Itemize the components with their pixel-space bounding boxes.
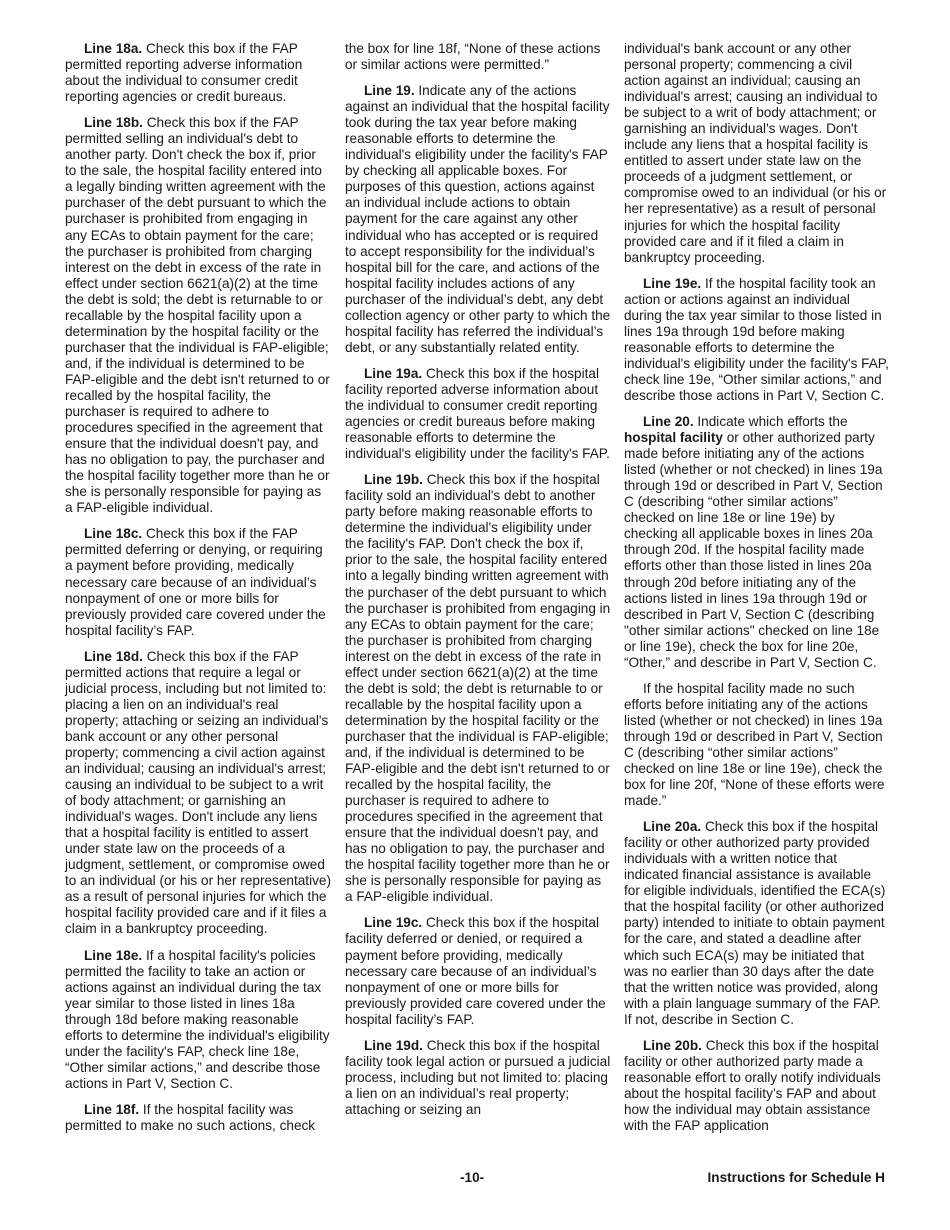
paragraph-text: Check this box if the hospital facility deferred or denied, or required a payment before providing, medically necessary care because of an individual’s nonpayment of one or more bills for previously provided care covered under the hospital facility’s FAP. [345,915,606,1027]
paragraph-text: If the hospital facility was permitted to make no such actions, check [65,1101,316,1133]
paragraph-text: If the hospital facility took an action or actions against an individual during the tax year similar to those listed in lines 19a through 19d before making reasonable efforts to determine the individual's eligibility under the facility's FAP, check line 19e, “Other similar actions,” and describe those actions in Part V, Section C. [624,275,889,403]
document-title: Instructions for Schedule H [707,1170,885,1185]
paragraph-line-19b [345,472,611,905]
paragraph-text: Check this box if the hospital facility sold an individual's debt to another party before making reasonable efforts to determine the individual's eligibility under the facility's FAP. Don't check the box if, prior to the sale, the hospital facility entered into a legally binding written agreement with the purchaser of the debt pursuant to which the purchaser is prohibited from engaging in any ECAs to obtain payment for the care; the purchaser is prohibited from charging interest on the debt in excess of the rate in effect under section 6621(a)(2) at the time the debt is sold; the debt is returnable to or recallable by the hospital facility upon a determination by the hospital facility or the purchaser that the individual is FAP-eligible; and, if the individual is determined to be FAP-eligible and the debt isn't returned to or recalled by the hospital facility, the purchaser is required to adhere to procedures specified in the agreement that ensure that the individual doesn't pay, and has no obligation to pay, the purchaser and the hospital facility together more than he or she is personally responsible for paying as a FAP-eligible individual. [345,472,611,905]
paragraph-text: Check this box if the FAP permitted actions that require a legal or judicial process, including but not limited to: placing a lien on an individual's real property; attaching or seizing an individual's bank account or any other personal property; commencing a civil action against an individual; causing an individual's arrest; causing an individual to be subject to a writ of body attachment; or garnishing an individual's wages. Don't include any liens that a hospital facility is entitled to assert under state law on the proceeds of a judgment, settlement, or compromise owed to an individual (or his or her representative) as a result of personal injuries for which the hospital facility provided care and if it files a claim in a bankruptcy proceeding. [65,648,331,937]
line-label: Line 19a. [364,365,423,381]
paragraph-no-efforts [624,681,890,809]
page-number: -10- [460,1170,485,1185]
paragraph-line-19e [624,276,890,404]
bold-term: hospital facility [624,430,723,446]
paragraph-text: Check this box if the hospital facility reported adverse information about the individual to consumer credit reporting agencies or credit bureaus before making reasonable efforts to determine the individual's eligibility under the facility's FAP. [345,365,610,462]
line-label: Line 19b. [364,472,423,488]
paragraph-line-19a [345,366,611,462]
line-label: Line 20a. [643,819,702,835]
paragraph-text: Check this box if the hospital facility took legal action or pursued a judicial process, including but not limited to: placing a lien on an individual’s real property; attaching or seizing an [345,1037,611,1117]
paragraph-line-19d-continued [624,41,890,266]
paragraph-line-20a [624,819,890,1028]
paragraph-text: If the hospital facility made no such efforts before initiating any of the actions listed (whether or not checked) in lines 19a through 19d or described in Part V, Section C (describing “other similar actions” checked on line 18e or line 19e), check the box for line 20f, “None of these efforts were made.” [624,680,885,809]
paragraph-line-18f-continued [345,41,611,73]
paragraph-text: If a hospital facility's policies permitted the facility to take an action or actions against an individual during the tax year similar to those listed in lines 18a through 18d before making reasonable efforts to determine the individual's eligibility under the facility's FAP, check line 18e, “Other similar actions,” and describe those actions in Part V, Section C. [65,947,330,1091]
text-column-2 [345,41,611,1128]
paragraph-text: Check this box if the FAP permitted reporting adverse information about the individual to consumer credit reporting agencies or credit bureaus. [65,41,303,105]
paragraph-text: Indicate which efforts the [693,414,848,430]
line-label: Line 18e. [84,947,143,963]
line-label: Line 18d. [84,648,143,664]
line-label: Line 19e. [643,275,702,291]
line-label: Line 19. [364,83,415,99]
paragraph-line-18a [65,41,331,105]
text-column-3 [624,41,890,1144]
paragraph-line-19c [345,915,611,1027]
paragraph-text: Check this box if the hospital facility or other authorized party made a reasonable effort to orally notify individuals about the hospital facility’s FAP and about how the individual may obtain assistance with the FAP application [624,1037,881,1133]
paragraph-text: Indicate any of the actions against an individual that the hospital facility took during the tax year before making reasonable efforts to determine the individual's eligibility under the facility's FAP by checking all applicable boxes. For purposes of this question, actions against an individual include actions to obtain payment for the care against any other individual who has accepted or is required to accept responsibility for the individual’s hospital bill for the care, and actions of the hospital facility includes actions of any purchaser of the individual’s debt, any debt collection agency or other party to which the hospital facility has referred the individual’s debt, or any substantially related entity. [345,83,611,355]
line-label: Line 19d. [364,1037,423,1053]
paragraph-line-20 [624,414,890,671]
paragraph-line-18e [65,948,331,1092]
paragraph-text: Check this box if the FAP permitted deferring or denying, or requiring a payment before providing, medically necessary care because of an individual’s nonpayment of one or more bills for previously provided care covered under the hospital facility’s FAP. [65,526,326,638]
text-column-1 [65,41,331,1144]
paragraph-text: the box for line 18f, “None of these actions or similar actions were permitted.” [345,41,601,73]
line-label: Line 20b. [643,1037,702,1053]
line-label: Line 18a. [84,41,143,56]
paragraph-line-19d [345,1038,611,1118]
paragraph-line-18f [65,1102,331,1134]
paragraph-line-20b [624,1038,890,1134]
line-label: Line 19c. [364,915,423,931]
paragraph-line-19 [345,83,611,356]
paragraph-line-18c [65,526,331,638]
line-label: Line 18f. [84,1101,140,1117]
paragraph-line-18d [65,649,331,938]
line-label: Line 18b. [84,115,143,131]
paragraph-text: individual's bank account or any other personal property; commencing a civil action against an individual; causing an individual's arrest; causing an individual to be subject to a writ of body attachment; or garnishing an individual's wages. Don't include any liens that a hospital facility is entitled to assert under state law on the proceeds of a judgment settlement, or compromise owed to an individual (or his or her representative) as a result of personal injuries for which the hospital facility provided care and if it filed a claim in bankruptcy proceeding. [624,41,887,265]
paragraph-text: Check this box if the hospital facility or other authorized party provided individuals with a written notice that indicated financial assistance is available for eligible individuals, identified the ECA(s) that the hospital facility (or other authorized party) intended to initiate to obtain payment for the care, and stated a deadline after which such ECA(s) may be initiated that was no earlier than 30 days after the date that the written notice was provided, along with a plain language summary of the FAP. If not, describe in Section C. [624,819,886,1027]
line-label: Line 20. [643,414,694,430]
paragraph-text-after: or other authorized party made before initiating any of the actions listed (whether or not checked) in lines 19a through 19d or described in Part V, Section C (describing “other similar actions” checked on line 18e or line 19e) by checking all applicable boxes in lines 20a through 20d. If the hospital facility made efforts other than those listed in lines 20a through 20d before initiating any of the actions listed in lines 19a through 19d or described in Part V, Section C (describing "other similar actions" checked on line 18e or line 19e), check the box for line 20e, “Other,” and describe in Part V, Section C. [624,430,883,670]
paragraph-line-18b [65,115,331,516]
paragraph-text: Check this box if the FAP permitted selling an individual's debt to another party. Don't check the box if, prior to the sale, the hospital facility entered into a legally binding written agreement with the purchaser of the debt pursuant to which the purchaser is prohibited from engaging in any ECAs to obtain payment for the care; the purchaser is prohibited from charging interest on the debt in excess of the rate in effect under section 6621(a)(2) at the time the debt is sold; the debt is returnable to or recallable by the hospital facility upon a determination by the hospital facility or the purchaser that the individual is FAP-eligible; and, if the individual is determined to be FAP-eligible and the debt isn't returned to or recalled by the hospital facility, the purchaser is required to adhere to procedures specified in the agreement that ensure that the individual doesn't pay, and has no obligation to pay, the purchaser and the hospital facility together more than he or she is personally responsible for paying as a FAP-eligible individual. [65,115,330,516]
line-label: Line 18c. [84,526,143,542]
